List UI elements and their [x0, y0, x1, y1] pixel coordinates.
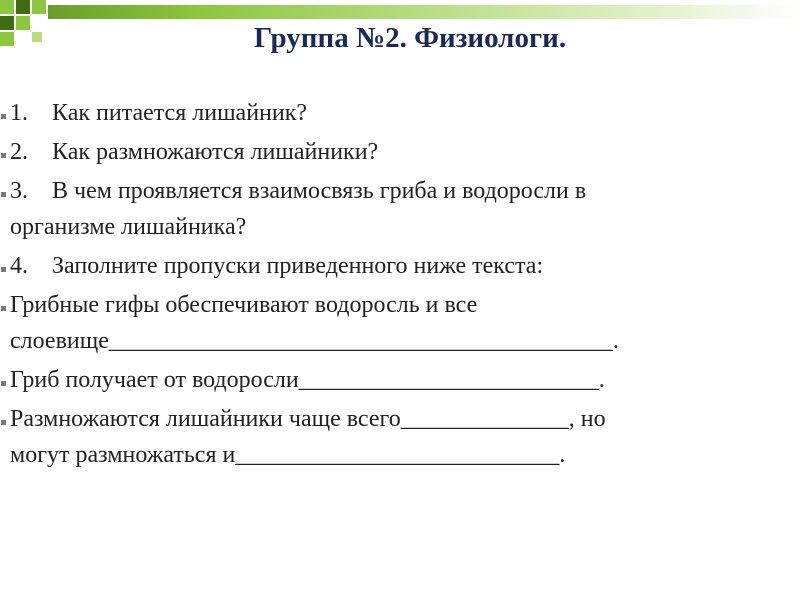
question-text: Заполните пропуски приведенного ниже текста: — [52, 253, 544, 279]
question-item — [0, 248, 790, 284]
question-item — [0, 134, 790, 170]
fill-in-text: Размножаются лишайники чаще всего______________, но — [10, 406, 606, 432]
header-gradient-bar — [48, 5, 800, 19]
question-text: Как питается лишайник? — [52, 100, 308, 126]
fill-in-text: Гриб получает от водоросли_________________________. — [10, 367, 605, 393]
decor-square — [16, 0, 30, 14]
bullet-icon — [1, 420, 6, 425]
fill-in-item — [0, 401, 790, 473]
question-text-continued: организме лишайника? — [10, 214, 247, 240]
fill-in-item — [0, 362, 790, 398]
decor-square — [32, 0, 46, 14]
question-item — [0, 173, 790, 245]
decor-square — [0, 0, 14, 14]
question-item — [0, 95, 790, 131]
question-number: 3. — [10, 178, 28, 204]
question-number: 2. — [10, 139, 28, 165]
question-text: Как размножаются лишайники? — [52, 139, 379, 165]
fill-in-text-continued: могут размножаться и___________________________. — [10, 442, 566, 468]
bullet-icon — [1, 114, 6, 119]
bullet-icon — [1, 192, 6, 197]
bullet-icon — [1, 306, 6, 311]
bullet-icon — [1, 153, 6, 158]
slide-title: Группа №2. Физиологи. — [253, 22, 567, 54]
bullet-icon — [1, 267, 6, 272]
fill-in-item — [0, 287, 790, 359]
question-text: В чем проявляется взаимосвязь гриба и водоросли в — [52, 178, 587, 204]
slide-body — [0, 95, 790, 476]
fill-in-text: Грибные гифы обеспечивают водоросль и все — [10, 292, 478, 318]
question-number: 4. — [10, 253, 28, 279]
bullet-icon — [1, 381, 6, 386]
fill-in-text-continued: слоевище__________________________________________. — [10, 328, 619, 354]
question-number: 1. — [10, 100, 28, 126]
